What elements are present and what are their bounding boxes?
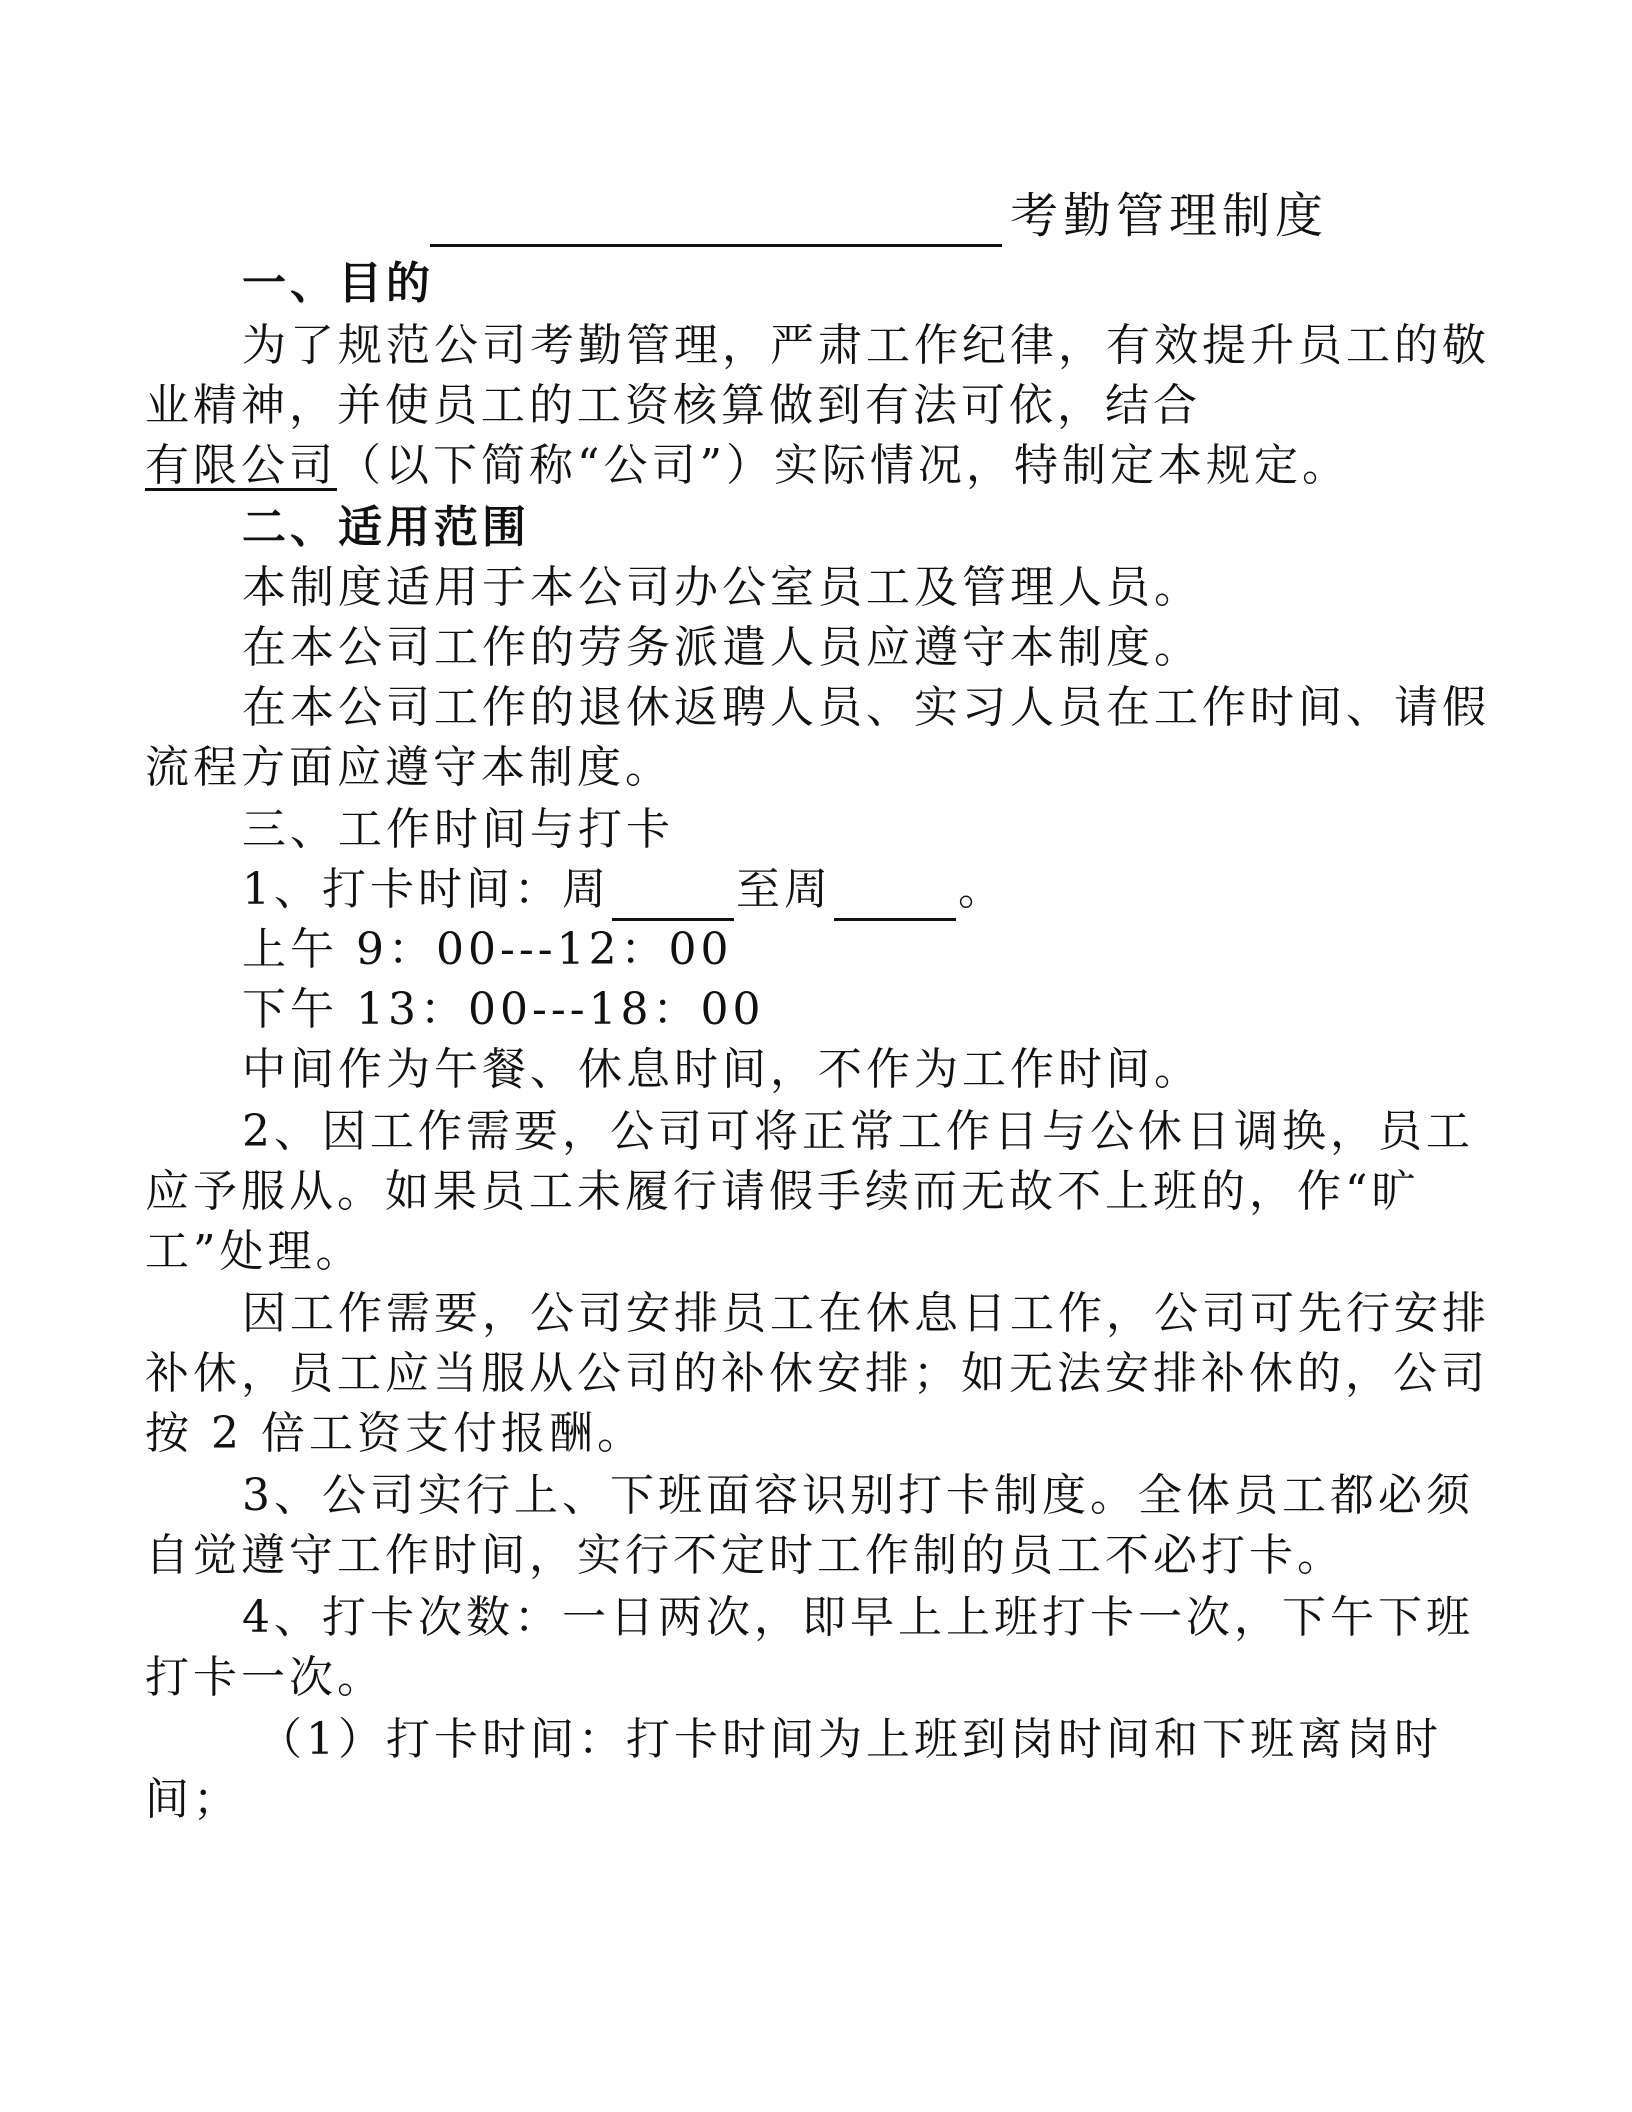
- lunch-note: 中间作为午餐、休息时间，不作为工作时间。: [242, 1044, 1202, 1095]
- section-3-item-2-line-1: 2、因工作需要，公司可将正常工作日与公休日调换，员工: [242, 1106, 1474, 1157]
- section-3-item-1: [242, 859, 1482, 921]
- section-1-para-line-2: 业精神，并使员工的工资核算做到有法可依，结合: [145, 380, 1201, 431]
- item-1-suffix: 。: [958, 864, 1006, 915]
- section-3-item-4a-line-1: （1）打卡时间：打卡时间为上班到岗时间和下班离岗时: [258, 1714, 1442, 1765]
- section-3-item-3-line-2: 自觉遵守工作时间，实行不定时工作制的员工不必打卡。: [145, 1530, 1345, 1581]
- section-3-heading: 三、工作时间与打卡: [242, 804, 674, 855]
- section-3-item-4a-line-2: 间；: [145, 1774, 241, 1825]
- section-3-item-2b-line-1: 因工作需要，公司安排员工在休息日工作，公司可先行安排: [242, 1288, 1490, 1339]
- section-2-para-3-line-1: 在本公司工作的退休返聘人员、实习人员在工作时间、请假: [242, 682, 1490, 733]
- section-3-item-4-line-2: 打卡一次。: [145, 1652, 385, 1703]
- section-1-para-line-1: 为了规范公司考勤管理，严肃工作纪律，有效提升员工的敬: [242, 320, 1490, 371]
- section-2-para-2: 在本公司工作的劳务派遣人员应遵守本制度。: [242, 622, 1202, 673]
- section-1-para-line-3-rest: （以下简称“公司”）实际情况，特制定本规定。: [337, 440, 1350, 491]
- section-2-para-3-line-2: 流程方面应遵守本制度。: [145, 742, 673, 793]
- section-2-heading: 二、适用范围: [242, 502, 530, 553]
- item-1-mid: 至周: [736, 864, 832, 915]
- item-1-prefix: 1、打卡时间：周: [242, 864, 610, 915]
- company-name-underlined: 有限公司: [145, 440, 337, 491]
- section-3-item-2-line-2: 应予服从。如果员工未履行请假手续而无故不上班的，作“旷: [145, 1166, 1420, 1217]
- document-title: 考勤管理制度: [1010, 188, 1329, 244]
- section-3-item-3-line-1: 3、公司实行上、下班面容识别打卡制度。全体员工都必须: [242, 1470, 1474, 1521]
- section-2-para-1: 本制度适用于本公司办公室员工及管理人员。: [242, 562, 1202, 613]
- section-3-item-2b-line-3: 按 2 倍工资支付报酬。: [145, 1408, 645, 1459]
- section-3-item-2b-line-2: 补休，员工应当服从公司的补休安排；如无法安排补休的，公司: [145, 1348, 1489, 1399]
- weekday-end-blank: [834, 872, 956, 921]
- section-3-item-4-line-1: 4、打卡次数：一日两次，即早上上班打卡一次，下午下班: [242, 1592, 1474, 1643]
- morning-hours: 上午 9：00---12：00: [242, 924, 733, 975]
- company-name-blank: [430, 194, 1002, 247]
- section-1-para-line-3: [145, 435, 1485, 497]
- weekday-start-blank: [612, 872, 734, 921]
- document-title-line: [430, 185, 1330, 247]
- afternoon-hours: 下午 13：00---18：00: [242, 984, 765, 1035]
- section-1-heading: 一、目的: [242, 258, 434, 309]
- section-3-item-2-line-3: 工”处理。: [145, 1226, 364, 1277]
